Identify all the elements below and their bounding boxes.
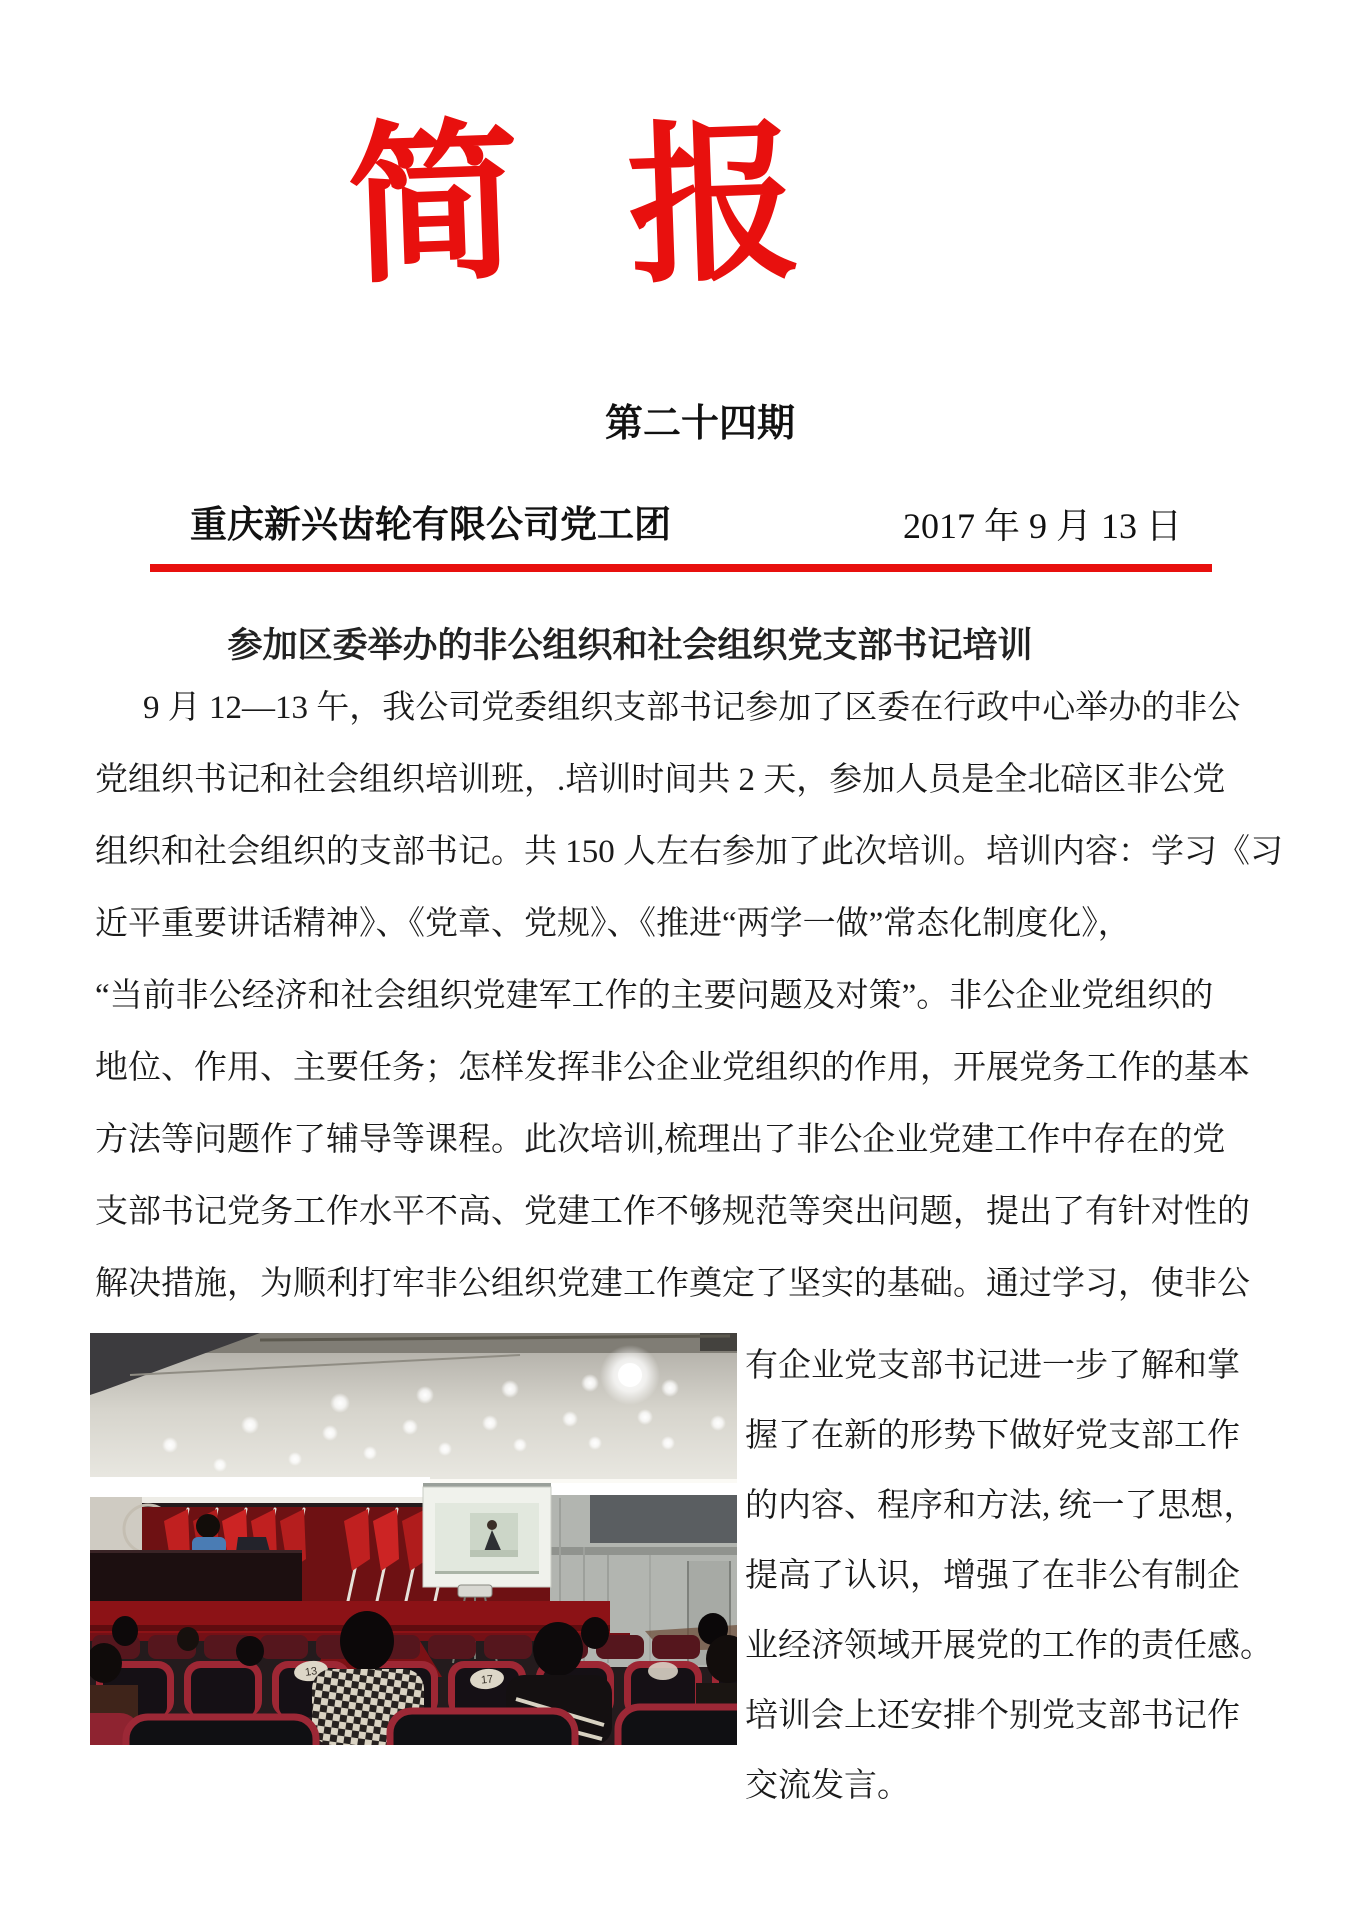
issue-number: 第二十四期	[604, 403, 795, 445]
body-line: 9 月 12—13 午，我公司党委组织支部书记参加了区委在行政中心举办的非公	[143, 690, 1241, 726]
issue-date: 2017 年 9 月 13 日	[903, 506, 1183, 546]
speaker-head	[196, 1514, 220, 1538]
article-title: 参加区委举办的非公组织和社会组织党支部书记培训	[227, 626, 1033, 665]
masthead-title	[344, 99, 804, 308]
body-line: 地位、作用、主要任务；怎样发挥非公企业党组织的作用，开展党务工作的基本	[95, 1050, 1250, 1086]
projector-screen	[423, 1483, 551, 1587]
side-line: 交流发言。	[745, 1768, 910, 1804]
side-line: 有企业党支部书记进一步了解和掌	[745, 1348, 1240, 1384]
side-line: 培训会上还安排个别党支部书记作	[745, 1698, 1240, 1734]
body-line: 支部书记党务工作水平不高、党建工作不够规范等突出问题，提出了有针对性的	[95, 1194, 1250, 1230]
laptop	[236, 1537, 270, 1552]
side-line: 的内容、程序和方法, 统一了思想，	[745, 1488, 1257, 1524]
meeting-photo-graphic	[90, 1333, 737, 1745]
body-line: 近平重要讲话精神》、《党章、党规》、《推进“两学一做”常态化制度化》，	[95, 906, 1131, 942]
body-line: 方法等问题作了辅导等课程。此次培训,梳理出了非公企业党建工作中存在的党	[95, 1122, 1226, 1158]
meeting-photo	[90, 1333, 737, 1745]
svg-text:17: 17	[480, 1673, 494, 1687]
svg-text:13: 13	[304, 1665, 319, 1679]
side-line: 提高了认识，增强了在非公有制企	[745, 1558, 1240, 1594]
checkered-person-head	[340, 1611, 394, 1671]
organization-name: 重庆新兴齿轮有限公司党工团	[190, 504, 671, 545]
body-line: 解决措施，为顺利打牢非公组织党建工作奠定了坚实的基础。通过学习，使非公	[95, 1266, 1250, 1302]
side-line: 业经济领域开展党的工作的责任感。	[745, 1628, 1273, 1664]
body-line: 组织和社会组织的支部书记。共 150 人左右参加了此次培训。培训内容：学习《习	[95, 834, 1283, 870]
masthead-char-bao: 报	[624, 99, 804, 308]
red-divider	[150, 564, 1212, 572]
screen-slide	[435, 1503, 539, 1574]
body-line: 党组织书记和社会组织培训班，.培训时间共 2 天，参加人员是全北碚区非公党	[95, 762, 1226, 798]
side-line: 握了在新的形势下做好党支部工作	[745, 1418, 1240, 1454]
masthead-char-jian: 简	[344, 99, 524, 308]
seat-number-tag	[648, 1662, 678, 1680]
striped-person-head	[533, 1622, 583, 1676]
body-line: “当前非公经济和社会组织党建军工作的主要问题及对策”。非公企业党组织的	[95, 978, 1214, 1014]
